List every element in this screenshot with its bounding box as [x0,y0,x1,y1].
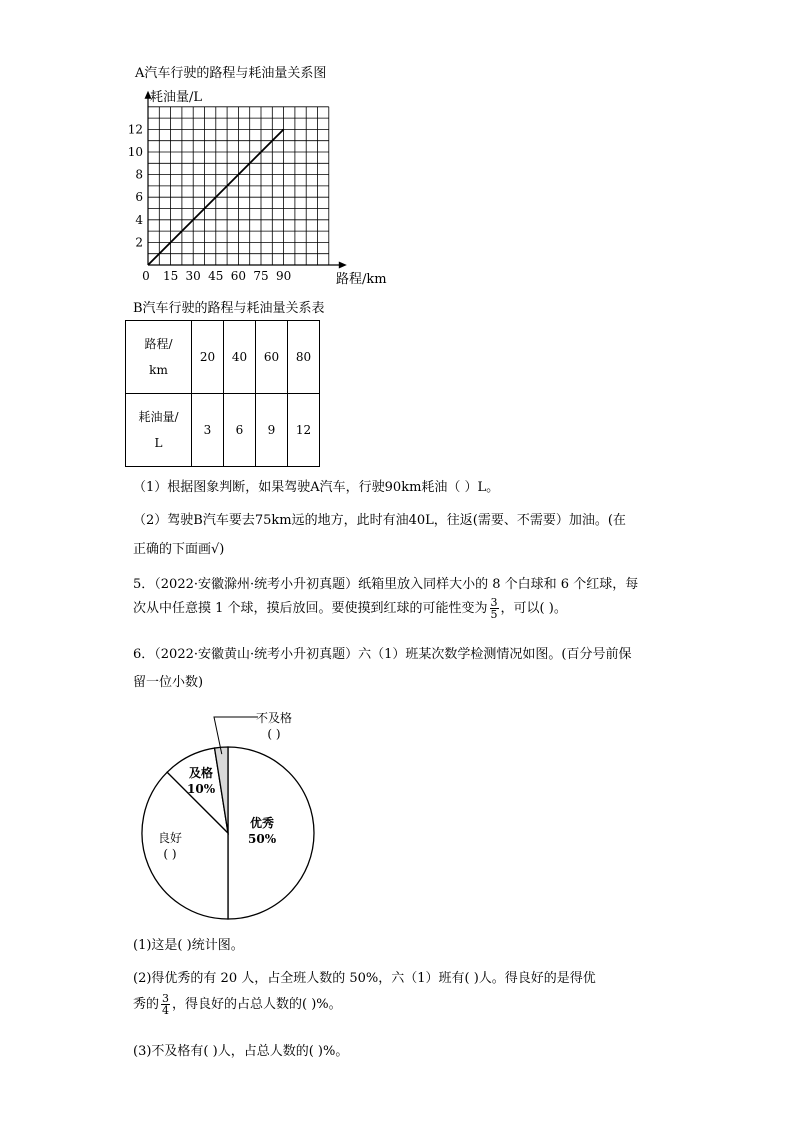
table-cell: 9 [256,394,288,467]
q5-line2-before: 次从中任意摸 1 个球，摸后放回。要使摸到红球的可能性变为 [133,601,488,616]
q6-frac-num: 3 [162,992,170,1005]
table-cell: 12 [288,394,320,467]
pie-fail-text: 不及格 [256,711,293,725]
pie-good-label [158,830,182,862]
table-header-line2: km [149,363,168,377]
table-cell: 20 [192,321,224,394]
table-cell: 3 [192,394,224,467]
table-cell: 6 [224,394,256,467]
line-chart [0,0,794,300]
q6-sub1: (1)这是( )统计图。 [133,938,244,953]
pie-chart [0,690,794,930]
table-row [126,394,320,467]
q6-sub2-after: ，得良好的占总人数的( )%。 [172,997,342,1012]
q4-part2-line1: （2）驾驶B汽车要去75km远的地方，此时有油40L，往返(需要、不需要）加油。(在 [133,513,626,528]
pie-good-text: 良好 [158,831,183,845]
x-tick-label: 60 [230,269,247,283]
table-header-line2: L [154,436,163,450]
q6-fraction [161,993,170,1016]
q6-sub3: (3)不及格有( )人，占总人数的( )%。 [133,1044,349,1059]
y-tick-label: 4 [135,212,143,227]
table-row-header [126,321,192,394]
chart-grid [148,107,329,265]
q6-line1: 6．（2022·安徽黄山·统考小升初真题）六（1）班某次数学检测情况如图。(百分号前保 [133,647,632,662]
x-tick-label: 30 [185,269,201,283]
table-cell: 60 [256,321,288,394]
q6-frac-den: 4 [162,1004,170,1017]
table-header-line1: 路程/ [144,337,173,351]
chart-axes [145,91,347,269]
x-axis-label: 路程/km [336,272,387,287]
pie-fail-blank: ( ) [267,727,281,741]
x-tick-label: 75 [253,269,269,283]
pie-excellent-label [248,815,276,847]
q4-part2-line2: 正确的下面画√) [133,542,225,557]
q5-frac-den: 5 [490,608,498,621]
y-tick-label: 12 [127,122,143,137]
table-cell: 80 [288,321,320,394]
q5-frac-num: 3 [490,596,498,609]
line-chart-title: A汽车行驶的路程与耗油量关系图 [135,66,327,81]
pie-excellent-text: 优秀 [250,816,275,830]
q4-part1: （1）根据图象判断，如果驾驶A汽车，行驶90km耗油（ ）L。 [133,480,500,495]
table-cell: 40 [224,321,256,394]
table-header-line1: 耗油量/ [138,410,179,424]
fuel-table [125,320,320,467]
pie-pass-text: 及格 [189,766,214,780]
y-tick-label: 2 [135,235,143,250]
y-tick-label: 10 [127,145,143,159]
y-tick-label: 8 [135,167,143,182]
q6-line2: 留一位小数) [133,675,204,690]
pie-good-blank: ( ) [163,847,177,861]
table-title: B汽车行驶的路程与耗油量关系表 [133,301,325,316]
pie-excellent-pct: 50% [248,832,277,846]
table-row [126,321,320,394]
q5-line1: 5．（2022·安徽滁州·统考小升初真题）纸箱里放入同样大小的 8 个白球和 6 个红球，每 [133,577,639,592]
x-tick-label: 15 [162,269,179,283]
q5-fraction [490,597,499,620]
q5-line2-after: ，可以( )。 [500,601,567,616]
q6-sub2-line1: (2)得优秀的有 20 人，占全班人数的 50%，六（1）班有( )人。得良好的是得优 [133,971,596,986]
y-tick-label: 6 [135,190,143,205]
x-tick-label: 45 [208,269,224,283]
pie-fail-label [256,710,292,742]
q6-sub2-before: 秀的 [133,997,160,1012]
q6-sub2-line2 [133,993,342,1016]
q5-line2 [133,597,567,620]
y-axis-label: 耗油量/L [150,90,203,105]
x-tick-label: 0 [142,269,150,283]
pie-pass-pct: 10% [187,782,216,796]
x-tick-label: 90 [275,269,292,283]
table-row-header [126,394,192,467]
pie-pass-label [187,765,215,797]
